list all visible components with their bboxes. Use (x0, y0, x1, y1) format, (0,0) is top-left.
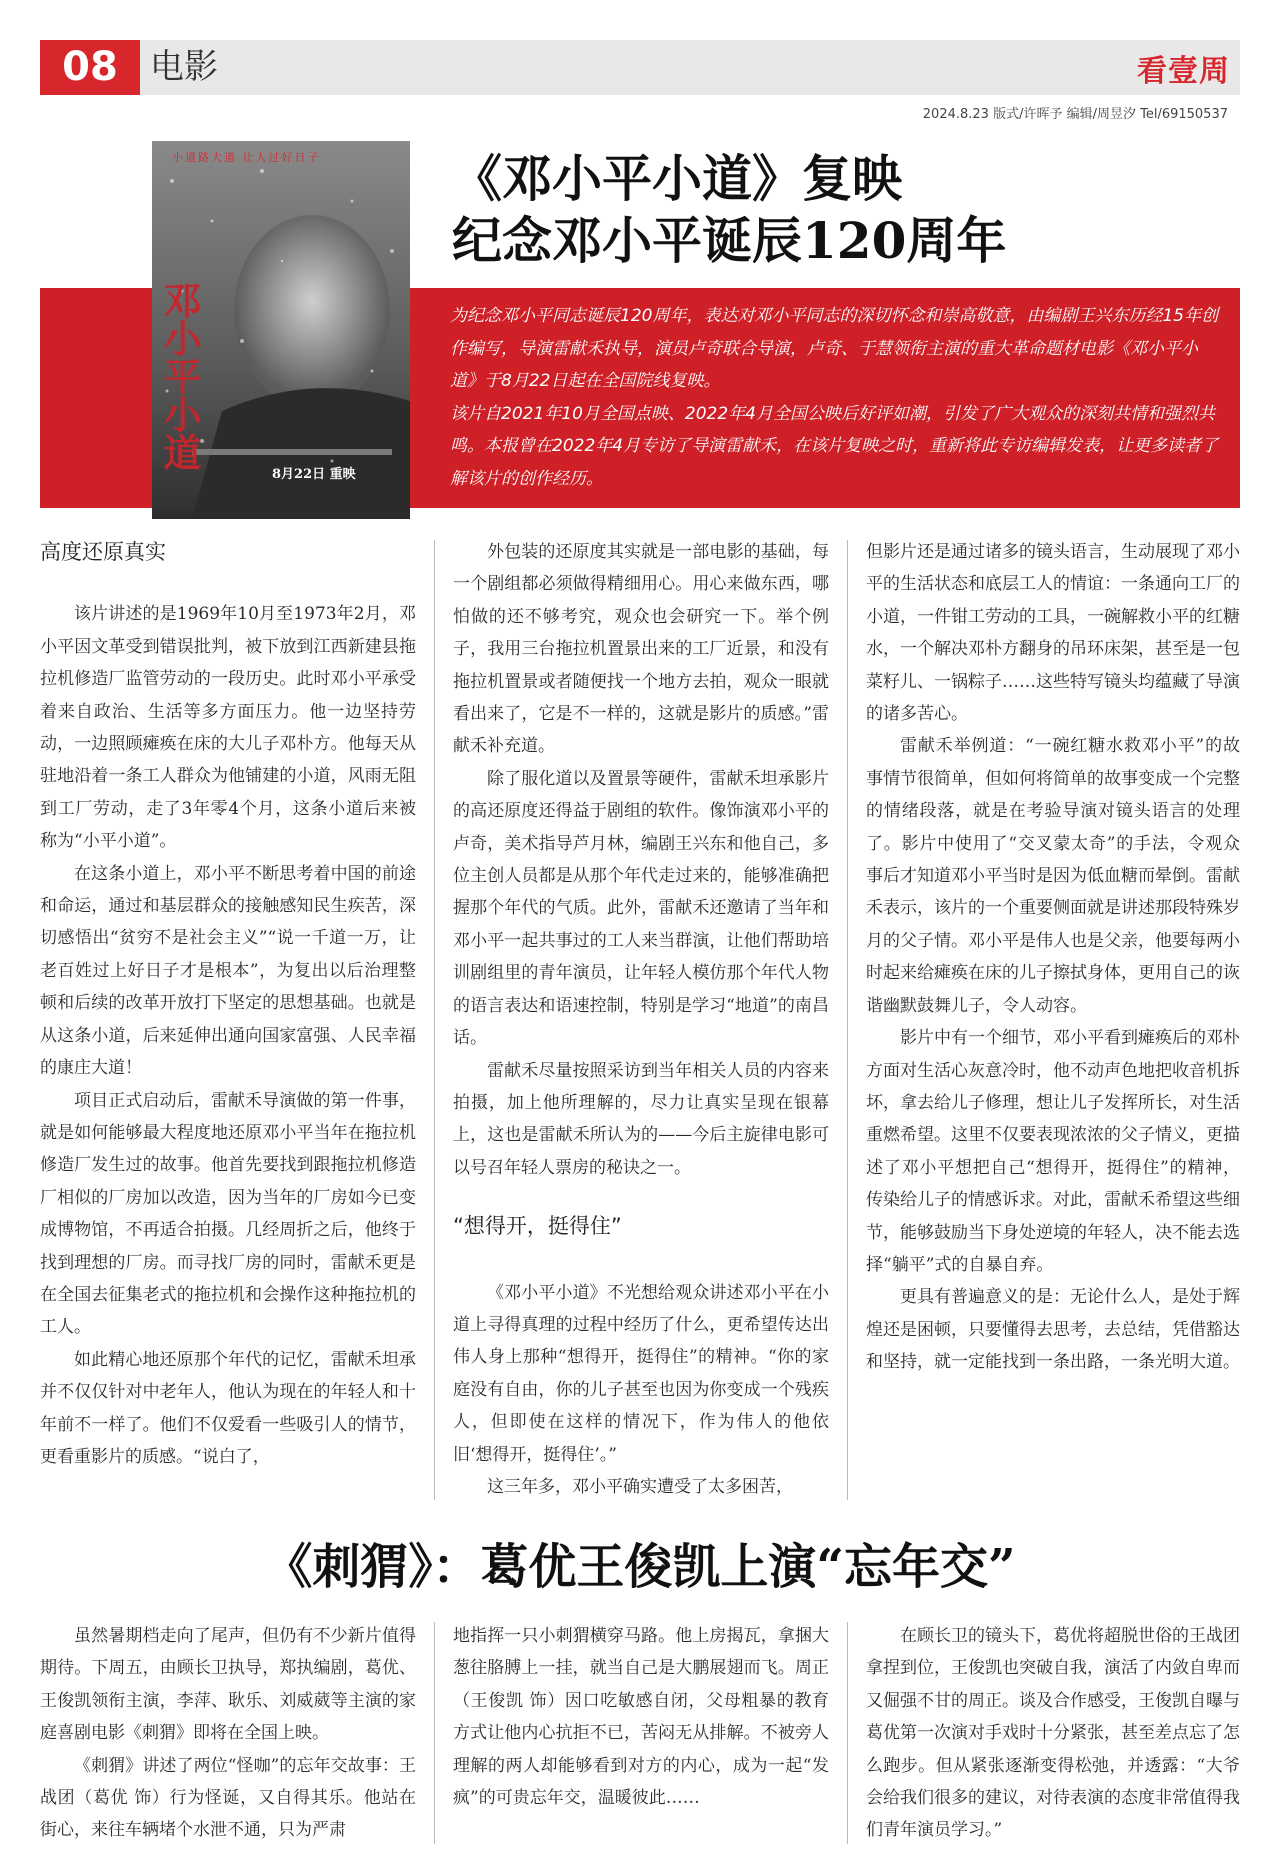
paragraph: 外包装的还原度其实就是一部电影的基础，每一个剧组都必须做得精细用心。用心来做东西，哪怕做的还不够考究，观众也会研究一下。举个例子，我用三台拖拉机置景出来的工厂近景，和没有拖拉机置景或者随便找一个地方去拍，观众一眼就看出来了，它是不一样的，这就是影片的质感。”雷献禾补充道。 (453, 542, 829, 757)
article2-headline: 《刺猬》：葛优王俊凯上演“忘年交” (264, 1539, 1016, 1595)
paragraph: 雷献禾尽量按照采访到当年相关人员的内容来拍摄，加上他所理解的，尽力让真实呈现在银幕上，这也是雷献禾所认为的——今后主旋律电影可以号召年轻人票房的秘诀之一。 (453, 1060, 829, 1178)
page-header (40, 40, 1240, 95)
issue-meta: 2024.8.23 版式/许晖予 编辑/周昱汐 Tel/69150537 (922, 107, 1228, 122)
column-divider (847, 1622, 848, 1844)
poster-slogan: 小道路大道 让人过好日子 (172, 151, 321, 164)
paragraph: 在这条小道上，邓小平不断思考着中国的前途和命运，通过和基层群众的接触感知民生疾苦，深切感悟出“贫穷不是社会主义”“说一千道一万，让老百姓过上好日子才是根本”，为复出以后治理整顿和后续的改革开放打下坚定的思想基础。也就是从这条小道，后来延伸出通向国家富强、人民幸福的康庄大道！ (40, 863, 416, 1079)
subheading: 高度还原真实 (40, 540, 166, 564)
paragraph: 更具有普遍意义的是：无论什么人，是处于辉煌还是困顿，只要懂得去思考，去总结，凭借豁达和坚持，就一定能找到一条出路，一条光明大道。 (866, 1287, 1240, 1373)
paragraph: 《邓小平小道》不光想给观众讲述邓小平在小道上寻得真理的过程中经历了什么，更希望传达出伟人身上那种“想得开，挺得住”的精神。“你的家庭没有自由，你的儿子甚至也因为你变成一个残疾人，但即使在这样的情况下，作为伟人的他依旧‘想得开，挺得住’。” (453, 1282, 829, 1465)
article-column-3 (866, 536, 1240, 1379)
paragraph: 《刺猬》讲述了两位“怪咖”的忘年交故事：王战团（葛优 饰）行为怪诞，又自得其乐。他站在街心，来往车辆堵个水泄不通，只为严肃 (40, 1755, 416, 1841)
headline-line1: 《邓小平小道》复映 (452, 149, 902, 208)
article2-column-2 (453, 1620, 829, 1814)
subheading: “想得开，挺得住” (453, 1214, 622, 1239)
intro-paragraph: 为纪念邓小平同志诞辰120周年，表达对邓小平同志的深切怀念和崇高敬意，由编剧王兴东历经15年创作编写，导演雷献禾执导，演员卢奇联合导演，卢奇、于慧领衔主演的重大革命题材电影《邓小平小道》于8月22日起在全国院线复映。 (450, 306, 1219, 391)
paragraph: 但影片还是通过诸多的镜头语言，生动展现了邓小平的生活状态和底层工人的情谊：一条通向工厂的小道，一件钳工劳动的工具，一碗解救小平的红糖水，一个解决邓朴方翻身的吊环床架，甚至是一包菜籽儿、一锅粽子……这些特写镜头均蕴藏了导演的诸多苦心。 (866, 542, 1240, 725)
paragraph: 地指挥一只小刺猬横穿马路。他上房揭瓦，拿捆大葱往胳膊上一挂，就当自己是大鹏展翅而飞。周正（王俊凯 饰）因口吃敏感自闭，父母粗暴的教育方式让他内心抗拒不已，苦闷无从排解。不被旁人理解的两人却能够看到对方的内心，成为一起“发疯”的可贵忘年交，温暖彼此…… (453, 1626, 829, 1809)
paragraph: 这三年多，邓小平确实遭受了太多困苦， (487, 1476, 793, 1497)
movie-poster (152, 141, 410, 519)
column-divider (847, 540, 848, 1500)
article2-column-3 (866, 1620, 1240, 1847)
intro-paragraph: 该片自2021年10月全国点映、2022年4月全国公映后好评如潮，引发了广大观众的深刻共情和强烈共鸣。本报曾在2022年4月专访了导演雷献禾，在该片复映之时，重新将此专访编辑发表，让更多读者了解该片的创作经历。 (450, 403, 1219, 489)
headline-line2: 纪念邓小平诞辰120周年 (452, 211, 1007, 270)
poster-release: 8月22日 重映 (272, 467, 356, 482)
page-number: 08 (40, 40, 140, 95)
newspaper-logo: 看壹周 (1137, 54, 1230, 89)
column-divider (434, 1622, 435, 1844)
paragraph: 如此精心地还原那个年代的记忆，雷献禾坦承并不仅仅针对中老年人，他认为现在的年轻人和十年前不一样了。他们不仅爱看一些吸引人的情节，更看重影片的质感。“说白了， (40, 1349, 416, 1467)
paragraph: 该片讲述的是1969年10月至1973年2月，邓小平因文革受到错误批判，被下放到江西新建县拖拉机修造厂监管劳动的一段历史。此时邓小平承受着来自政治、生活等多方面压力。他一边坚持劳动，一边照顾瘫痪在床的大儿子邓朴方。他每天从驻地沿着一条工人群众为他铺建的小道，风雨无阻到工厂劳动，走了3年零4个月，这条小道后来被称为“小平小道”。 (40, 604, 416, 852)
paragraph: 雷献禾举例道：“一碗红糖水救邓小平”的故事情节很简单，但如何将简单的故事变成一个完整的情绪段落，就是在考验导演对镜头语言的处理了。影片中使用了“交叉蒙太奇”的手法，令观众事后才知道邓小平当时是因为低血糖而晕倒。雷献禾表示，该片的一个重要侧面就是讲述那段特殊岁月的父子情。邓小平是伟人也是父亲，他要每两小时起来给瘫痪在床的儿子擦拭身体，更用自己的诙谐幽默鼓舞儿子，令人动容。 (866, 736, 1240, 1016)
paragraph: 虽然暑期档走向了尾声，但仍有不少新片值得期待。下周五，由顾长卫执导，郑执编剧，葛优、王俊凯领衔主演，李萍、耿乐、刘威葳等主演的家庭喜剧电影《刺猬》即将在全国上映。 (40, 1626, 416, 1744)
article-column-1 (40, 536, 416, 1473)
section-title: 电影 (150, 47, 218, 87)
paragraph: 项目正式启动后，雷献禾导演做的第一件事，就是如何能够最大程度地还原邓小平当年在拖拉机修造厂发生过的故事。他首先要找到跟拖拉机修造厂相似的厂房加以改造，因为当年的厂房如今已变成博物馆，不再适合拍摄。几经周折之后，他终于找到理想的厂房。而寻找厂房的同时，雷献禾更是在全国去征集老式的拖拉机和会操作这种拖拉机的工人。 (40, 1090, 416, 1338)
article-column-2 (453, 536, 829, 1503)
column-divider (434, 540, 435, 1500)
paragraph: 除了服化道以及置景等硬件，雷献禾坦承影片的高还原度还得益于剧组的软件。像饰演邓小平的卢奇，美术指导芦月林，编剧王兴东和他自己，多位主创人员都是从那个年代走过来的，能够准确把握那个年代的气质。此外，雷献禾还邀请了当年和邓小平一起共事过的工人来当群演，让他们帮助培训剧组里的青年演员，让年轻人模仿那个年代人物的语言表达和语速控制，特别是学习“地道”的南昌话。 (453, 768, 829, 1049)
article2-column-1 (40, 1620, 416, 1847)
article-headline (452, 148, 1252, 272)
intro-text (450, 300, 1220, 495)
poster-title: 邓小平小道 (157, 281, 202, 471)
paragraph: 在顾长卫的镜头下，葛优将超脱世俗的王战团拿捏到位，王俊凯也突破自我，演活了内敛自卑而又倔强不甘的周正。谈及合作感受，王俊凯自曝与葛优第一次演对手戏时十分紧张，甚至差点忘了怎么跑步。但从紧张逐渐变得松弛，并透露：“大爷会给我们很多的建议，对待表演的态度非常值得我们青年演员学习。” (866, 1626, 1240, 1841)
paragraph: 影片中有一个细节，邓小平看到瘫痪后的邓朴方面对生活心灰意冷时，他不动声色地把收音机拆坏，拿去给儿子修理，想让儿子发挥所长，对生活重燃希望。这里不仅要表现浓浓的父子情义，更描述了邓小平想把自己“想得开，挺得住”的精神，传染给儿子的情感诉求。对此，雷献禾希望这些细节，能够鼓励当下身处逆境的年轻人，决不能去选择“躺平”式的自暴自弃。 (866, 1028, 1240, 1275)
